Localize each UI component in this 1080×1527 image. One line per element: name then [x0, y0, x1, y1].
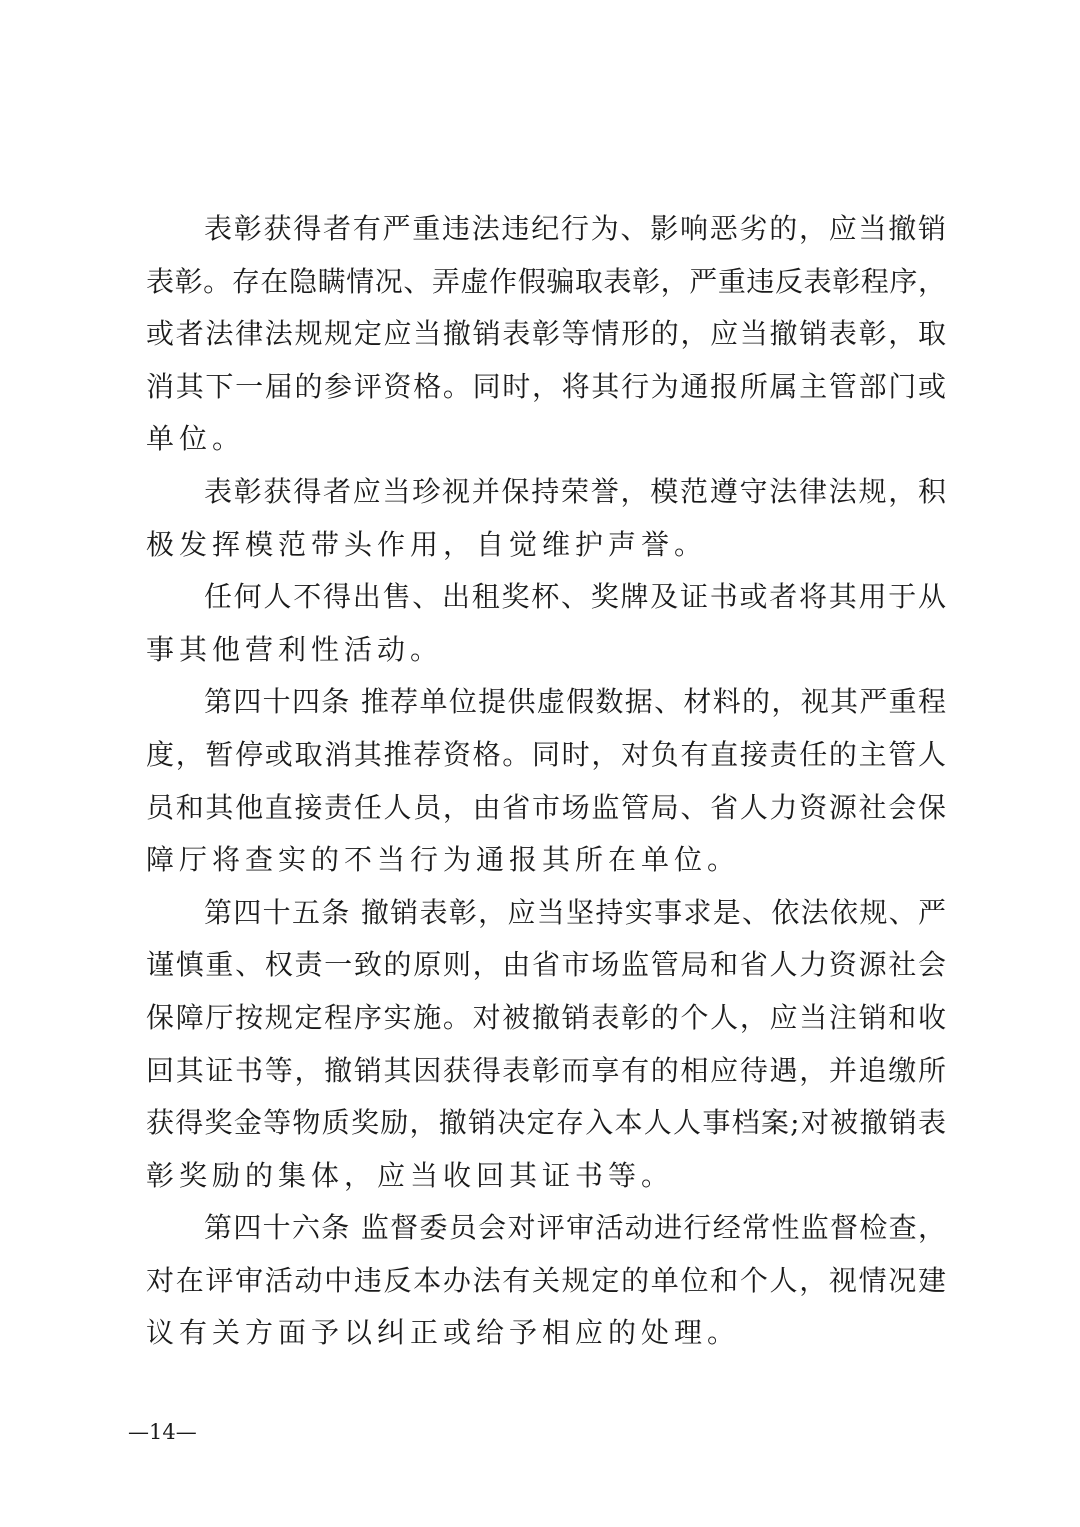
paragraph-3-line-2: 事其他营利性活动。: [146, 632, 444, 666]
article-44-line-1: 第四十四条 推荐单位提供虚假数据、材料的，视其严重程: [204, 685, 946, 719]
paragraph-1-line-5: 单位。: [146, 422, 246, 456]
paragraph-1-line-1: 表彰获得者有严重违法违纪行为、影响恶劣的，应当撤销: [204, 212, 946, 245]
paragraph-1-line-3: 或者法律法规规定应当撤销表彰等情形的，应当撤销表彰，取: [146, 317, 946, 351]
article-46-line-1: 第四十六条 监督委员会对评审活动进行经常性监督检查，: [204, 1211, 946, 1245]
article-46-line-3: 议有关方面予以纠正或给予相应的处理。: [146, 1316, 741, 1350]
document-body: [146, 203, 946, 1360]
paragraph-2-line-2: 极发挥模范带头作用，自觉维护声誉。: [146, 527, 708, 561]
article-45-line-3: 保障厅按规定程序实施。对被撤销表彰的个人，应当注销和收: [146, 1000, 946, 1034]
paragraph-2-line-1: 表彰获得者应当珍视并保持荣誉，模范遵守法律法规，积: [204, 474, 946, 508]
article-45-line-5: 获得奖金等物质奖励，撤销决定存入本人人事档案;对被撤销表: [146, 1106, 946, 1140]
paragraph-1-line-4: 消其下一届的参评资格。同时，将其行为通报所属主管部门或: [146, 369, 946, 403]
paragraph-1-line-2: 表彰。存在隐瞒情况、弄虚作假骗取表彰，严重违反表彰程序，: [146, 264, 946, 298]
article-45-line-1: 第四十五条 撤销表彰，应当坚持实事求是、依法依规、严: [204, 895, 946, 929]
article-46-line-2: 对在评审活动中违反本办法有关规定的单位和个人，视情况建: [146, 1263, 946, 1297]
article-44-line-4: 障厅将查实的不当行为通报其所在单位。: [146, 843, 741, 877]
article-44-line-2: 度，暂停或取消其推荐资格。同时，对负有直接责任的主管人: [146, 737, 946, 771]
article-45-line-4: 回其证书等，撤销其因获得表彰而享有的相应待遇，并追缴所: [146, 1053, 946, 1087]
paragraph-3-line-1: 任何人不得出售、出租奖杯、奖牌及证书或者将其用于从: [204, 580, 946, 614]
page-number: —14—: [128, 1420, 197, 1444]
article-45-line-2: 谨慎重、权责一致的原则，由省市场监管局和省人力资源社会: [146, 948, 946, 982]
article-44-line-3: 员和其他直接责任人员，由省市场监管局、省人力资源社会保: [146, 790, 946, 824]
article-45-line-6: 彰奖励的集体，应当收回其证书等。: [146, 1158, 675, 1192]
